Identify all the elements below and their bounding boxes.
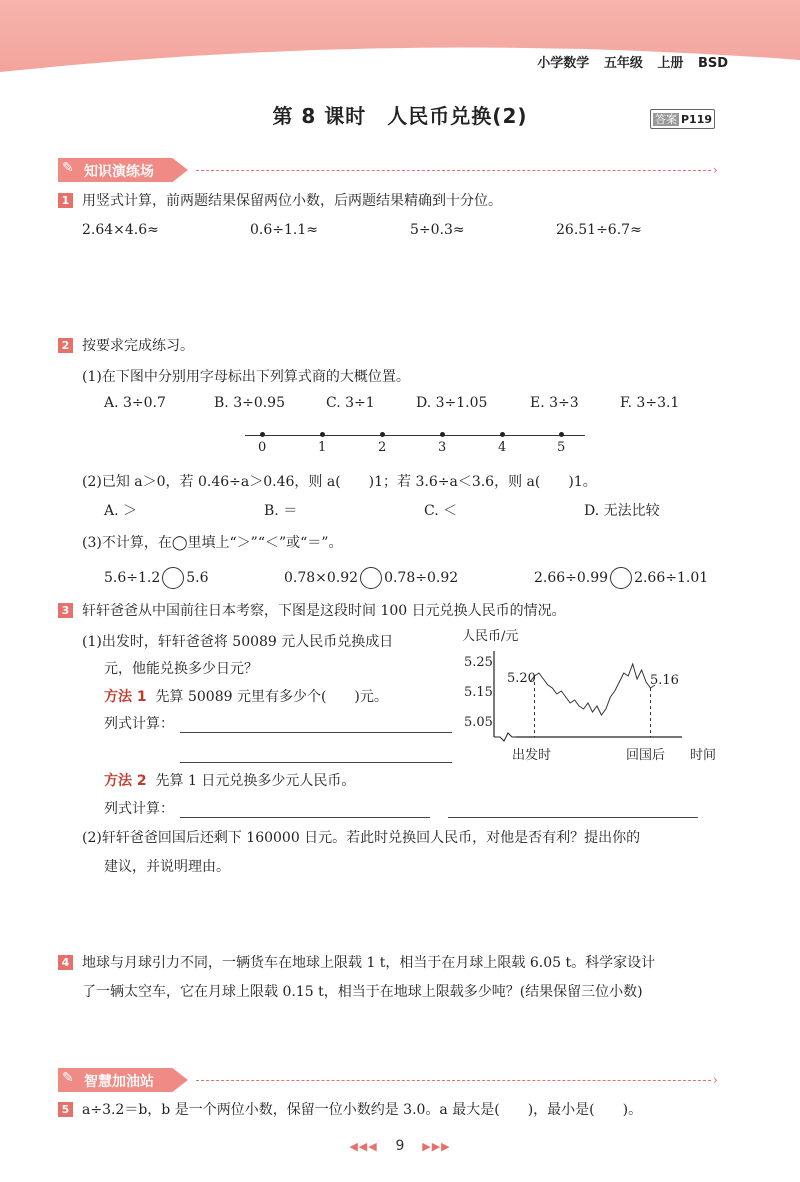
question-number: 3: [58, 603, 73, 618]
exchange-rate-chart: [460, 625, 730, 765]
option-item: B. 3÷0.95: [214, 395, 285, 411]
chart-xaxis-break: [494, 733, 516, 741]
method-text: 先算 1 日元兑换多少元人民币。: [155, 773, 356, 789]
header-grade: 五年级: [603, 56, 643, 71]
number-line: [245, 435, 585, 436]
banner-dash-line: [196, 1080, 711, 1081]
section-title: 知识演练场: [84, 164, 154, 180]
chart-ytick: 5.15: [464, 685, 493, 700]
compare-left: 0.78×0.92: [284, 570, 359, 586]
chart-xmarker-label: 回国后: [626, 748, 666, 763]
sub-question: (3)不计算，在◯里填上“＞”“＜”或“＝”。: [82, 535, 343, 551]
section-title: 智慧加油站: [84, 1074, 154, 1090]
page-footer: [0, 1138, 800, 1154]
left-arrows-icon: ◀◀◀: [349, 1140, 378, 1153]
sub-question: 建议，并说明理由。: [104, 859, 230, 875]
page-title: 第 8 课时 人民币兑换(2): [272, 104, 528, 128]
option-item: A. 3÷0.7: [104, 395, 166, 411]
question-number: 1: [58, 193, 73, 208]
formula-label: 列式计算：: [104, 801, 174, 817]
method-2: [104, 770, 355, 790]
compare-right: 0.78÷0.92: [384, 570, 459, 586]
chart-annotation: 5.20: [507, 671, 536, 686]
tick-label: 5: [557, 440, 566, 455]
tick-label: 2: [378, 440, 387, 455]
method-label: 方法 1: [104, 689, 147, 705]
question-text: a÷3.2＝b，b 是一个两位小数，保留一位小数约是 3.0。a 最大是( )，最小是( )。: [82, 1102, 643, 1118]
tick-dot: [380, 432, 385, 437]
formula-label: 列式计算：: [104, 716, 174, 732]
compare-left: 5.6÷1.2: [104, 570, 161, 586]
chart-xmarker-label: 出发时: [512, 748, 552, 763]
calc-item: 5÷0.3≈: [410, 222, 465, 238]
compare-circle[interactable]: [360, 567, 382, 589]
option-item: F. 3÷3.1: [620, 395, 680, 411]
header-volume: 上册: [657, 56, 684, 71]
question-text: 用竖式计算，前两题结果保留两位小数，后两题结果精确到十分位。: [82, 193, 502, 209]
method-1: [104, 686, 388, 706]
option-item: D. 3÷1.05: [416, 395, 488, 411]
pencil-icon: ✎: [62, 1070, 74, 1086]
sub-question: (2)轩轩爸爸回国后还剩下 160000 日元。若此时兑换回人民币，对他是否有利？提出你的: [82, 830, 641, 846]
right-arrows-icon: ▶▶▶: [422, 1140, 451, 1153]
option-item: C. 3÷1: [326, 395, 375, 411]
answer-line[interactable]: [180, 817, 430, 818]
arrow-icon: ›: [713, 163, 718, 177]
tick-label: 0: [258, 440, 267, 455]
section-banner-challenge: [58, 1068, 728, 1092]
tick-label: 3: [438, 440, 447, 455]
chart-annotation: 5.16: [650, 673, 679, 688]
compare-circle[interactable]: [610, 567, 632, 589]
answer-line[interactable]: [180, 732, 452, 733]
compare-circle[interactable]: [162, 567, 184, 589]
chart-ytick: 5.25: [464, 655, 493, 670]
method-text: 先算 50089 元里有多少个( )元。: [155, 689, 388, 705]
answer-label: 答案: [655, 113, 677, 126]
compare-right: 2.66÷1.01: [634, 570, 709, 586]
choice-item: D. 无法比较: [584, 503, 660, 519]
option-item: E. 3÷3: [530, 395, 579, 411]
header-info: [537, 52, 728, 71]
chart-series-line: [530, 664, 655, 715]
question-text: 按要求完成练习。: [82, 338, 194, 354]
arrow-icon: ›: [713, 1073, 718, 1087]
header-subject: 小学数学: [537, 56, 590, 71]
compare-item: [284, 567, 458, 589]
question-number: 2: [58, 338, 73, 353]
question-text: 了一辆太空车，它在月球上限载 0.15 t，相当于在地球上限载多少吨？(结果保留三位小数): [82, 984, 643, 1000]
compare-item: [534, 567, 708, 589]
sub-question: 元，他能兑换多少日元？: [104, 661, 258, 677]
tick-dot: [500, 432, 505, 437]
calc-item: 26.51÷6.7≈: [556, 222, 642, 238]
sub-question: (1)在下图中分别用字母标出下列算式商的大概位置。: [82, 369, 410, 385]
sub-question: (1)出发时，轩轩爸爸将 50089 元人民币兑换成日: [82, 634, 394, 650]
chart-xlabel: 时间: [690, 748, 717, 763]
tick-label: 4: [498, 440, 507, 455]
tick-dot: [440, 432, 445, 437]
banner-dash-line: [196, 170, 711, 171]
chart-ytick: 5.05: [464, 715, 493, 730]
choice-item: C. ＜: [424, 503, 458, 519]
question-number: 5: [58, 1102, 73, 1117]
answer-line[interactable]: [180, 762, 452, 763]
compare-item: [104, 567, 209, 589]
question-text: 地球与月球引力不同，一辆货车在地球上限载 1 t，相当于在月球上限载 6.05 t。科学家设计: [82, 955, 656, 971]
page-number: 9: [395, 1138, 405, 1154]
sub-question: (2)已知 a＞0，若 0.46÷a＞0.46，则 a( )1；若 3.6÷a＜3.6，则 a( )1。: [82, 474, 597, 490]
pencil-icon: ✎: [62, 160, 74, 176]
choice-item: A. ＞: [104, 503, 138, 519]
calc-item: 2.64×4.6≈: [82, 222, 159, 238]
method-label: 方法 2: [104, 773, 147, 789]
answer-ref: [650, 109, 715, 129]
answer-page: P119: [681, 113, 713, 126]
calc-item: 0.6÷1.1≈: [250, 222, 318, 238]
compare-left: 2.66÷0.99: [534, 570, 609, 586]
tick-dot: [320, 432, 325, 437]
question-number: 4: [58, 955, 73, 970]
header-edition: BSD: [697, 56, 728, 71]
section-banner-practice: [58, 158, 728, 182]
question-text: 轩轩爸爸从中国前往日本考察，下图是这段时间 100 日元兑换人民币的情况。: [82, 603, 566, 619]
tick-dot: [559, 432, 564, 437]
choice-item: B. ＝: [264, 503, 298, 519]
chart-ylabel: 人民币/元: [462, 629, 519, 644]
compare-right: 5.6: [186, 570, 209, 586]
tick-label: 1: [318, 440, 327, 455]
answer-line[interactable]: [448, 817, 698, 818]
tick-dot: [260, 432, 265, 437]
